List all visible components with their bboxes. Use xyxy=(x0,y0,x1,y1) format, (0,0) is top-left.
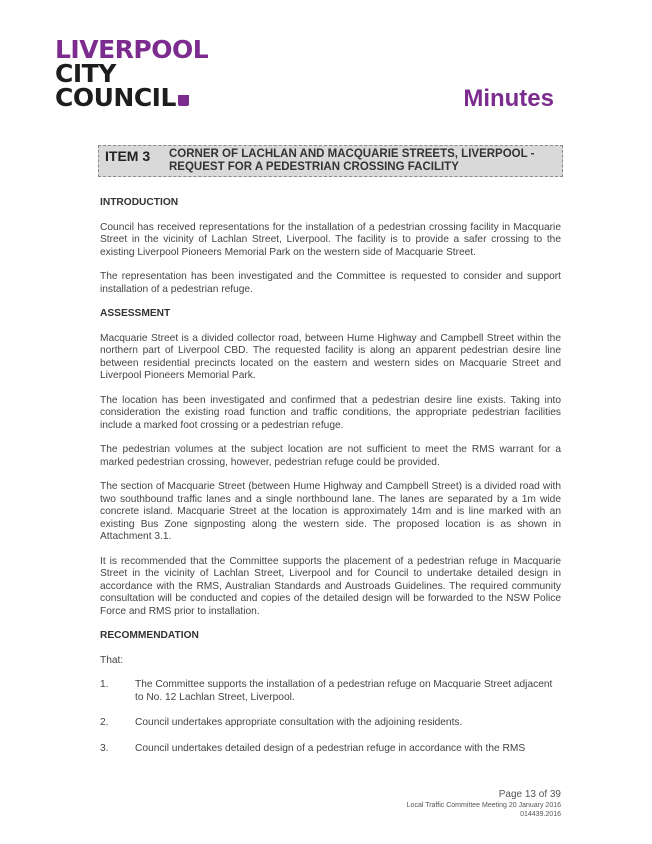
recommendation-item xyxy=(100,717,561,730)
recommendation-intro: That: xyxy=(100,654,124,666)
assessment-paragraph: The section of Macquarie Street (between Hume Highway and Campbell Street) is a divided road with two southbound traffic lanes and a single northbound lane. The lanes are separated by a 1m wide concrete island. Macquarie Street at the location is approximately 14m and is line marked with an existing Bus Zone signposting along the western side. The proposed location is as shown in Attachment 3.1. xyxy=(100,481,561,542)
document-reference: 014439.2016 xyxy=(520,811,561,818)
logo-mark-icon xyxy=(178,95,189,106)
recommendation-text: Council undertakes appropriate consultation with the adjoining residents. xyxy=(135,717,463,728)
council-logo xyxy=(55,35,209,112)
item-header-box xyxy=(98,145,563,177)
assessment-paragraph: The location has been investigated and confirmed that a pedestrian desire line exists. Taking into consideration the existing road function and traffic conditions, the appropriate pedestrian facilities include a marked foot crossing or a pedestrian refuge. xyxy=(100,394,561,431)
recommendation-text: The Committee supports the installation of a pedestrian refuge on Macquarie Street adjacent to No. 12 Lachlan Street, Liverpool. xyxy=(135,679,553,703)
logo-line-3: COUNCIL xyxy=(55,83,176,112)
report-body xyxy=(100,197,561,768)
item-title: CORNER OF LACHLAN AND MACQUARIE STREETS, LIVERPOOL - REQUEST FOR A PEDESTRIAN CROSSING FACILITY xyxy=(169,148,535,173)
page-footer xyxy=(407,789,561,819)
recommendation-text: Council undertakes detailed design of a pedestrian refuge in accordance with the RMS xyxy=(135,742,526,754)
logo-line-1: LIVERPOOL xyxy=(55,35,209,64)
recommendation-heading: RECOMMENDATION xyxy=(100,630,199,641)
recommendation-number: 2. xyxy=(100,717,109,728)
assessment-paragraph: Macquarie Street is a divided collector road, between Hume Highway and Campbell Street within the northern part of Liverpool CBD. The requested facility is along an apparent pedestrian desire line between residential precincts located on the eastern and western sides on Macquarie Street and Liverpool Pioneers Memorial Park. xyxy=(100,332,561,381)
recommendation-number: 3. xyxy=(100,742,109,754)
assessment-paragraph: It is recommended that the Committee supports the placement of a pedestrian refuge in Macquarie Street in the vicinity of Lachlan Street, Liverpool and for Council to undertake detailed design in accordance with the RMS, Australian Standards and Austroads Guidelines. The required community consultation will be conducted and copies of the detailed design will be forwarded to the NSW Police Force and RMS prior to installation. xyxy=(100,555,561,617)
logo-line-2: CITY xyxy=(55,59,116,88)
recommendation-list xyxy=(100,679,561,755)
introduction-heading: INTRODUCTION xyxy=(100,197,179,208)
introduction-paragraph: The representation has been investigated and the Committee is requested to consider and support installation of a pedestrian refuge. xyxy=(100,271,561,295)
recommendation-item xyxy=(100,679,561,704)
document-type-title: Minutes xyxy=(463,85,554,112)
page-number: Page 13 of 39 xyxy=(498,789,561,800)
item-number: ITEM 3 xyxy=(105,148,151,164)
recommendation-number: 1. xyxy=(100,679,109,690)
assessment-paragraph: The pedestrian volumes at the subject location are not sufficient to meet the RMS warrant for a marked pedestrian crossing, however, pedestrian refuge could be provided. xyxy=(100,444,561,468)
meeting-reference: Local Traffic Committee Meeting 20 January 2016 xyxy=(406,802,561,809)
recommendation-item xyxy=(100,743,561,756)
introduction-paragraph: Council has received representations for the installation of a pedestrian crossing facility in Macquarie Street in the vicinity of Lachlan Street, Liverpool. The facility is to provide a safer crossing to the existing Liverpool Pioneers Memorial Park on the western side of Macquarie Street. xyxy=(100,221,561,258)
assessment-heading: ASSESSMENT xyxy=(100,308,171,319)
